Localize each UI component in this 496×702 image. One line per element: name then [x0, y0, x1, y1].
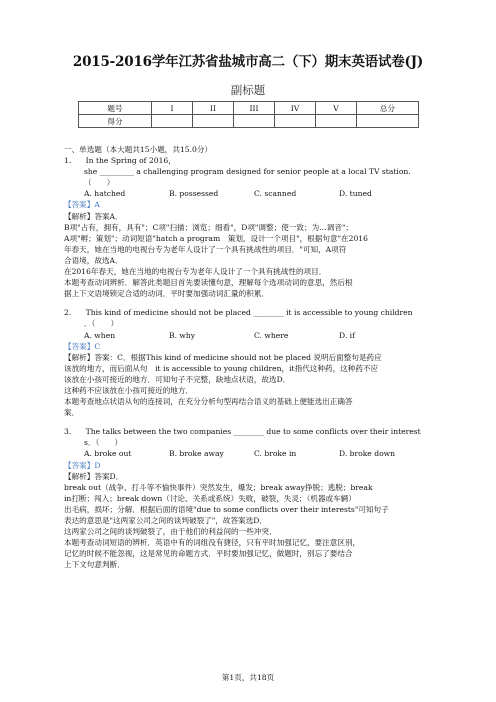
explanation-line: 【解析】答案A．: [64, 211, 123, 221]
page-footer: 第1页，共18页: [221, 673, 275, 682]
explanation-line: 该放的地方，而后面从句 it is accessible to young children，it指代这种药，这种药不应: [64, 363, 379, 373]
table-cell: II: [193, 102, 234, 115]
question-number: 3.: [64, 427, 72, 437]
question-3-stem: [64, 426, 436, 437]
option-a: A. broke out: [84, 449, 132, 459]
option-a: A. hatched: [84, 189, 126, 199]
explanation-line: 这两家公司之间的谈判破裂了，由于他们的利益间的一些冲突．: [64, 527, 277, 537]
option-c: C. broke in: [254, 449, 297, 459]
question-text: This kind of medicine should not be placed ________ it is accessible to young children: [85, 308, 413, 318]
score-table-header-row: [79, 102, 419, 115]
explanation-line: 表达的意思是"这两家公司之间的谈判破裂了"，故答案选D．: [64, 516, 267, 525]
table-cell: 得分: [79, 115, 152, 128]
question-text: The talks between the two companies ________ due to some conflicts over their interest: [85, 427, 421, 437]
option-b: B. broke away: [169, 449, 224, 459]
option-b: B. possessed: [169, 189, 219, 199]
question-number: 1.: [64, 156, 72, 166]
score-table: [78, 101, 419, 128]
table-cell: [234, 115, 275, 128]
option-b: B. why: [169, 330, 196, 340]
question-2-stem: [64, 307, 436, 318]
explanation-line: 该放在小孩可接近的地方．可知句子不完整，缺地点状语，故选D．: [64, 374, 291, 384]
question-text: In the Spring of 2016，: [85, 156, 176, 166]
explanation-line: 据上下文语境锁定合适的动词．平时要加强动词汇量的积累．: [64, 289, 270, 299]
explanation-line: 这种药不应该放在小孩可接近的地方．: [64, 385, 194, 395]
question-text: （ ）: [84, 178, 115, 188]
question-2-options: [64, 330, 436, 341]
table-cell: [357, 115, 419, 128]
explanation-line: 本题考查动词短语的辨析．英语中有的词组没有捷径，只有平时加强记忆，要注意区别，: [64, 538, 361, 548]
explanation-line: 案．: [64, 408, 80, 418]
explanation-line: 【解析】答案：C．根据This kind of medicine should not be placed 说明后面整句是药应: [64, 352, 382, 362]
question-text: she _________ a challenging program designed for senior people at a local TV station.: [84, 167, 411, 177]
question-1-options: [64, 188, 436, 199]
explanation-line: in打断；闯入；break down（讨论、关系或系统）失败，破裂，失灵；（机器或车辆）: [64, 493, 356, 503]
document-body: [64, 144, 436, 570]
score-table-score-row: [79, 115, 419, 128]
option-c: C. scanned: [254, 189, 297, 199]
table-cell: [193, 115, 234, 128]
question-text: ．（ ）: [84, 319, 119, 329]
option-d: D. broke down: [339, 449, 396, 459]
table-cell: I: [152, 102, 193, 115]
table-cell: V: [316, 102, 357, 115]
explanation-line: 出毛病，损坏；分解．根据后面的语境"due to some conflicts over their interests"可知句子: [64, 504, 389, 514]
table-cell: IV: [275, 102, 316, 115]
explanation-line: 本题考查动词辨析．解答此类题目首先要读懂句意，理解每个选项动词的意思，然后根: [64, 278, 353, 288]
answer-label: 【答案】D: [64, 460, 101, 470]
question-3-options: [64, 448, 436, 459]
option-d: D. tuned: [339, 189, 372, 199]
option-d: D. if: [339, 330, 355, 340]
explanation-line: break out（战争、打斗等不愉快事件）突然发生，爆发；break away挣脱；逃脱；break: [64, 482, 373, 492]
explanation-line: B项"占有，拥有，具有"；C项"扫描；浏览；细看"，D项"调整；使一致；为…调音"；: [64, 222, 354, 232]
explanation-line: A项"孵；策划"；动词短语"hatch a program 策划，设计一个项目"，根据句意"在2016: [64, 233, 368, 243]
explanation-line: 本题考查地点状语从句的连接词，在充分分析句型再结合语义的基础上便能选出正确答: [64, 397, 353, 407]
option-a: A. when: [84, 330, 116, 340]
table-cell: 题号: [79, 102, 152, 115]
answer-label: 【答案】C: [64, 341, 101, 351]
question-number: 2.: [64, 308, 72, 318]
page-subtitle: 副标题: [230, 83, 266, 97]
question-text: s．（ ）: [84, 438, 123, 448]
question-1-stem: [64, 155, 436, 166]
table-cell: [152, 115, 193, 128]
answer-label: 【答案】A: [64, 200, 100, 210]
explanation-line: 上下文句意判断．: [64, 560, 125, 570]
table-cell: 总分: [357, 102, 419, 115]
table-cell: III: [234, 102, 275, 115]
explanation-line: 【解析】答案D．: [64, 471, 124, 481]
table-cell: [275, 115, 316, 128]
explanation-line: 在2016年春天，她在当地的电视台专为老年人设计了一个具有挑战性的项目．: [64, 267, 327, 277]
page-title: 2015-2016学年江苏省盐城市高二（下）期末英语试卷(J): [72, 54, 424, 70]
section-heading: 一、单选题（本大题共15小题，共15.0分）: [64, 145, 213, 154]
option-c: C. where: [254, 330, 289, 340]
explanation-line: 记忆的时候不能忽视，这是常见的命题方式．平时要加强记忆，做题时，别忘了要结合: [64, 549, 353, 559]
explanation-line: 合语境，故选A．: [64, 255, 123, 265]
explanation-line: 年春天，她在当地的电视台专为老年人设计了一个具有挑战性的项目．"可知，A项符: [64, 244, 347, 254]
table-cell: [316, 115, 357, 128]
